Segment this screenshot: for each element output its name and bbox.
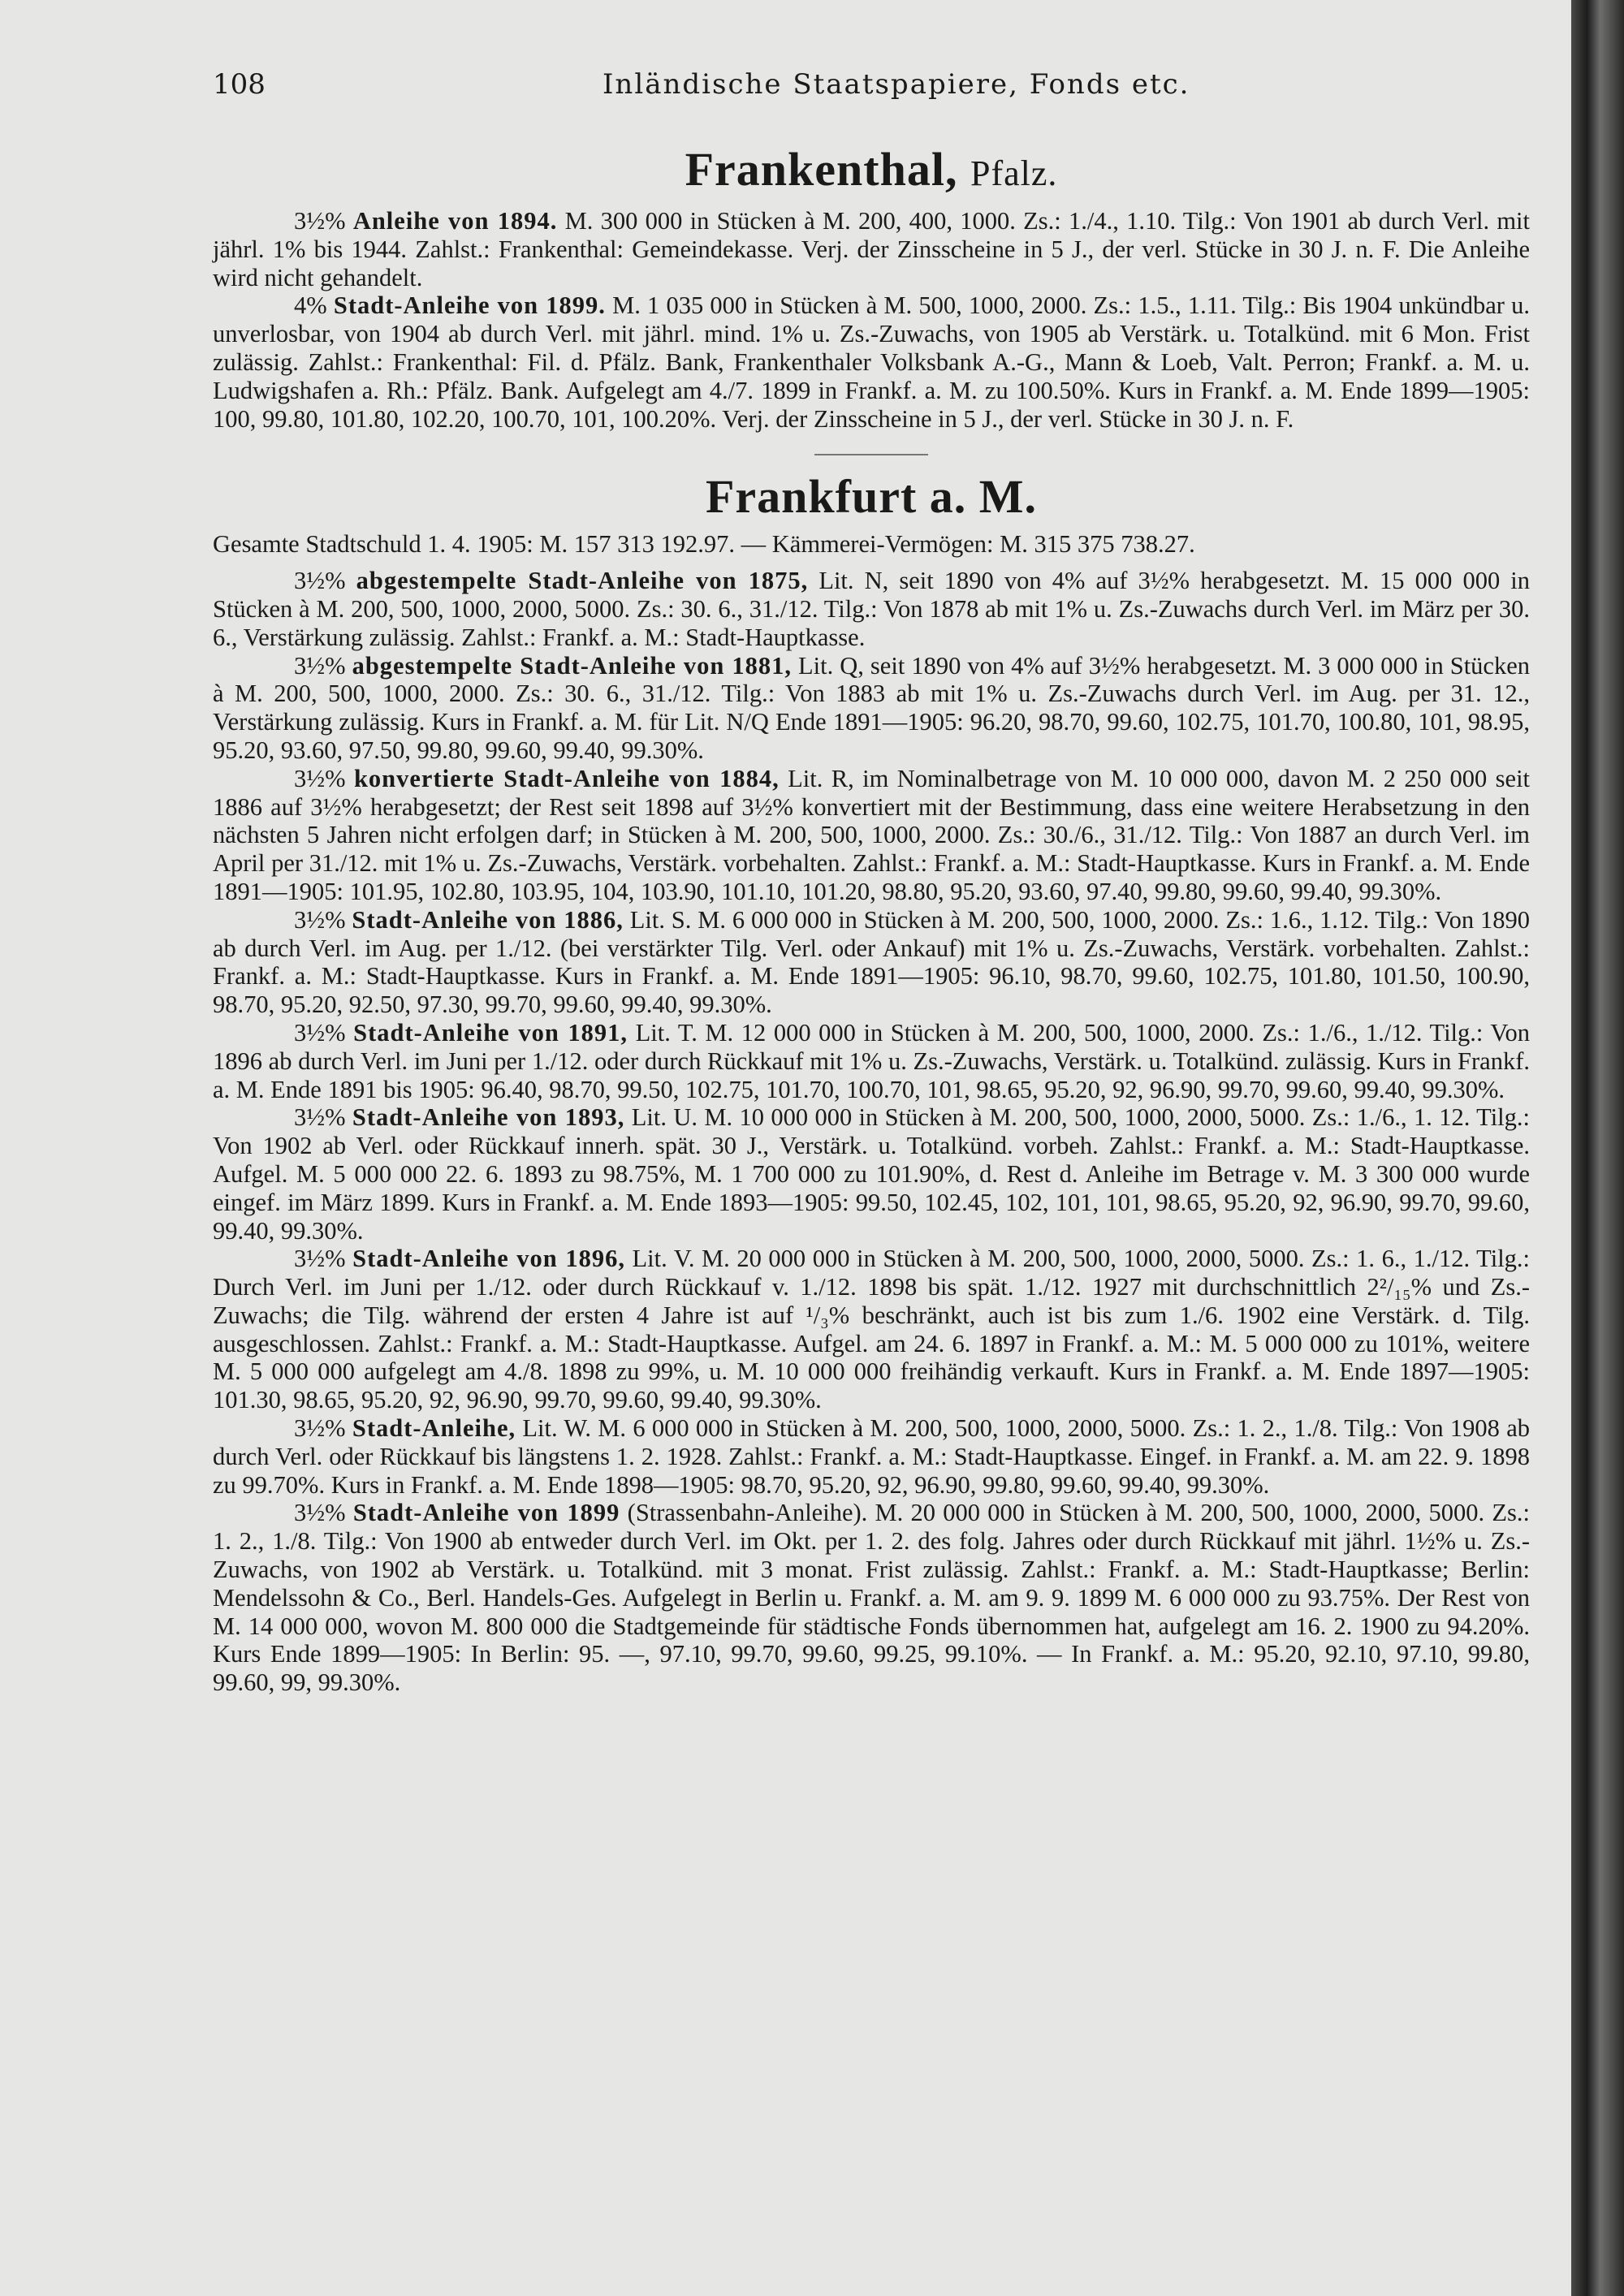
entry-paragraph [213, 567, 1530, 651]
entry-rate: 3½% [294, 1018, 346, 1047]
running-title: Inländische Staatspapiere, Fonds etc. [603, 68, 1190, 101]
entry-paragraph [213, 291, 1530, 433]
entry-name: Stadt-Anleihe von 1896, [352, 1245, 625, 1273]
entries-frankenthal [213, 207, 1530, 433]
entry-paragraph [213, 207, 1530, 291]
entry-rate: 3½% [294, 651, 346, 680]
entry-paragraph [213, 1103, 1530, 1245]
entry-name: Stadt-Anleihe von 1886, [352, 905, 624, 934]
page-content [213, 130, 1530, 1697]
entry-rate: 3½% [294, 1414, 346, 1443]
entry-text: Lit. W. M. 6 000 000 in Stücken à M. 200, 500, 1000, 2000, 5000. Zs.: 1. 2., 1./8. Tilg.: Von 1908 ab durch Verl. oder Rückkauf bis längstens 1. 2. 1928. Zahlst.: Frankf. a. M.: Stadt-Hauptkasse. Eingef. in Frankf. a. M. am 22. 9. 1898 zu 99.70%. Kurs in Frankf. a. M. Ende 1898—1905: 98.70, 95.20, 92, 96.90, 99.80, 99.60, 99.40, 99.30%. [213, 1414, 1531, 1499]
section-title-text: Frankenthal, [685, 143, 958, 196]
entries-frankfurt [213, 567, 1530, 1697]
entry-text: Lit. N, seit 1890 von 4% auf 3½% herabgesetzt. M. 15 000 000 in Stücken à M. 200, 500, 1000, 2000, 5000. Zs.: 30. 6., 31./12. Tilg.: Von 1878 ab mit 1% u. Zs.-Zuwachs durch Verl. im März per 30. 6., Verstärkung zulässig. Zahlst.: Frankf. a. M.: Stadt-Hauptkasse. [213, 567, 1530, 651]
entry-text: M. 300 000 in Stücken à M. 200, 400, 1000. Zs.: 1./4., 1.10. Tilg.: Von 1901 ab durch Verl. mit jährl. 1% bis 1944. Zahlst.: Frankenthal: Gemeindekasse. Verj. der Zinsscheine in 5 J., der verl. Stücke in 30 J. n. F. Die Anleihe wird nicht gehandelt. [213, 207, 1531, 291]
entry-name: Stadt-Anleihe von 1899. [333, 291, 606, 320]
entry-rate: 3½% [294, 764, 346, 792]
entry-name: Anleihe von 1894. [352, 207, 558, 235]
entry-rate: 3½% [294, 905, 346, 934]
entry-text: Lit. R, im Nominalbetrage von M. 10 000 000, davon M. 2 250 000 seit 1886 auf 3½% herabgesetzt; der Rest seit 1898 auf 3½% konvertiert mit der Bestimmung, dass eine weitere Herabsetzung in den nächsten 5 Jahren nicht erfolgen darf; in Stücken à M. 200, 500, 1000, 2000. Zs.: 30./6., 31./12. Tilg.: Von 1887 an durch Verl. im April per 31./12. mit 1% u. Zs.-Zuwachs, Verstärk. vorbehalten. Zahlst.: Frankf. a. M.: Stadt-Hauptkasse. Kurs in Frankf. a. M. Ende 1891—1905: 101.95, 102.80, 103.95, 104, 103.90, 101.10, 101.20, 98.80, 95.20, 93.60, 97.40, 99.80, 99.60, 99.40, 99.30%. [213, 764, 1531, 905]
entry-rate: 3½% [294, 1103, 346, 1132]
entry-rate: 3½% [294, 567, 346, 595]
entry-rate: 3½% [294, 1499, 346, 1527]
entry-text: M. 1 035 000 in Stücken à M. 500, 1000, 2000. Zs.: 1.5., 1.11. Tilg.: Bis 1904 unkündbar u. unverlosbar, von 1904 ab durch Verl. mit jährl. mind. 1% u. Zs.-Zuwachs, von 1905 ab Verstärk. u. Totalkünd. mit 6 Mon. Frist zulässig. Zahlst.: Frankenthal: Fil. d. Pfälz. Bank, Frankenthaler Volksbank A.-G., Mann & Loeb, Valt. Perron; Frankf. a. M. u. Ludwigshafen a. Rh.: Pfälz. Bank. Aufgelegt am 4./7. 1899 in Frankf. a. M. zu 100.50%. Kurs in Frankf. a. M. Ende 1899—1905: 100, 99.80, 101.80, 102.20, 100.70, 101, 100.20%. Verj. der Zinsscheine in 5 J., der verl. Stücke in 30 J. n. F. [213, 291, 1530, 433]
entry-paragraph [213, 1499, 1530, 1697]
entry-rate: 3½% [294, 1245, 346, 1273]
page-header [213, 68, 1528, 117]
entry-paragraph [213, 652, 1530, 765]
entry-name: konvertierte Stadt-Anleihe von 1884, [353, 764, 780, 792]
entry-text: Lit. Q, seit 1890 von 4% auf 3½% herabgesetzt. M. 3 000 000 in Stücken à M. 200, 500, 1000, 2000. Zs.: 30. 6., 31./12. Tilg.: Von 1883 ab mit 1% u. Zs.-Zuwachs durch Verl. im Aug. per 31. 12., Verstärkung zulässig. Kurs in Frankf. a. M. für Lit. N/Q Ende 1891—1905: 96.20, 98.70, 99.60, 102.75, 101.70, 100.80, 101, 98.95, 95.20, 93.60, 97.50, 99.80, 99.60, 99.40, 99.30%. [213, 651, 1530, 764]
entry-name: abgestempelte Stadt-Anleihe von 1881, [352, 651, 792, 680]
section-title-text: Frankfurt a. M. [705, 470, 1038, 524]
entry-paragraph [213, 1019, 1530, 1103]
entry-rate: 3½% [294, 207, 346, 235]
entry-paragraph [213, 1245, 1530, 1414]
entry-text: Lit. T. M. 12 000 000 in Stücken à M. 200, 500, 1000, 2000. Zs.: 1./6., 1./12. Tilg.: Von 1896 ab durch Verl. im Juni per 1./12. oder durch Rückkauf mit 1% u. Zs.-Zuwachs, Verstärk. u. Totalkünd. zulässig. Kurs in Frankf. a. M. Ende 1891 bis 1905: 96.40, 98.70, 99.50, 102.75, 101.70, 100.70, 101, 98.65, 95.20, 92, 96.90, 99.70, 99.60, 99.40, 99.30%. [213, 1018, 1531, 1103]
section-subtitle: Pfalz. [970, 153, 1058, 193]
total-debt-line: Gesamte Stadtschuld 1. 4. 1905: M. 157 313 192.97. — Kämmerei-Vermögen: M. 315 375 738.27. [213, 530, 1195, 559]
entry-paragraph [213, 1414, 1530, 1499]
entry-rate: 4% [294, 291, 327, 320]
section-title-frankfurt [213, 472, 1530, 522]
section-divider [814, 454, 928, 455]
page-number: 108 [213, 68, 266, 101]
entry-paragraph [213, 765, 1530, 906]
entry-name: Stadt-Anleihe von 1893, [352, 1103, 625, 1132]
entry-name: abgestempelte Stadt-Anleihe von 1875, [356, 567, 809, 595]
entry-name: Stadt-Anleihe von 1899 [352, 1499, 620, 1527]
entry-text: Lit. S. M. 6 000 000 in Stücken à M. 200, 500, 1000, 2000. Zs.: 1.6., 1.12. Tilg.: Von 1890 ab durch Verl. im Aug. per 1./12. (bei verstärkter Tilg. Verl. oder Ankauf) mit 1% u. Zs.-Zuwachs, Verstärk. vorbehalten. Zahlst.: Frankf. a. M.: Stadt-Hauptkasse. Kurs in Frankf. a. M. Ende 1891—1905: 96.10, 98.70, 99.60, 102.75, 101.80, 101.50, 100.90, 98.70, 95.20, 92.50, 97.30, 99.70, 99.60, 99.40, 99.30%. [213, 905, 1531, 1019]
entry-text: Lit. U. M. 10 000 000 in Stücken à M. 200, 500, 1000, 2000, 5000. Zs.: 1./6., 1. 12. Tilg.: Von 1902 ab Verl. oder Rückkauf innerh. spät. 30 J., Verstärk. u. Totalkünd. vorbeh. Zahlst.: Frankf. a. M.: Stadt-Hauptkasse. Aufgel. M. 5 000 000 22. 6. 1893 zu 98.75%, M. 1 700 000 zu 101.90%, d. Rest d. Anleihe im Betrage v. M. 3 300 000 wurde eingef. im März 1899. Kurs in Frankf. a. M. Ende 1893—1905: 99.50, 102.45, 102, 101, 101, 98.65, 95.20, 92, 96.90, 99.70, 99.60, 99.40, 99.30%. [213, 1103, 1531, 1245]
entry-text: (Strassenbahn-Anleihe). M. 20 000 000 in Stücken à M. 200, 500, 1000, 2000, 5000. Zs.: 1. 2., 1./8. Tilg.: Von 1900 ab entweder durch Verl. im Okt. per 1. 2. des folg. Jahres oder durch Rückkauf mit jährl. 1½% u. Zs.-Zuwachs, von 1902 ab Verstärk. u. Totalkünd. mit 3 monat. Frist zulässig. Zahlst.: Frankf. a. M.: Stadt-Hauptkasse; Berlin: Mendelssohn & Co., Berl. Handels-Ges. Aufgelegt in Berlin u. Frankf. a. M. am 9. 9. 1899 M. 6 000 000 zu 93.75%. Der Rest von M. 14 000 000, wovon M. 800 000 die Stadtgemeinde für städtische Fonds übernommen hat, aufgelegt am 16. 2. 1900 zu 94.20%. Kurs Ende 1899—1905: In Berlin: 95. —, 97.10, 99.70, 99.60, 99.25, 99.10%. — In Frankf. a. M.: 95.20, 92.10, 97.10, 99.80, 99.60, 99, 99.30%. [213, 1499, 1531, 1697]
entry-paragraph [213, 906, 1530, 1019]
book-binding [1571, 0, 1624, 2296]
entry-name: Stadt-Anleihe von 1891, [353, 1018, 628, 1047]
entry-name: Stadt-Anleihe, [352, 1414, 516, 1443]
section-title-frankenthal [213, 145, 1530, 199]
entry-text: Lit. V. M. 20 000 000 in Stücken à M. 200, 500, 1000, 2000, 5000. Zs.: 1. 6., 1./12. Tilg.: Durch Verl. im Juni per 1./12. oder durch Rückkauf v. 1./12. 1898 bis spät. 1./12. 1927 mit durchschnittlich 2²/₁₅% und Zs.-Zuwachs; die Tilg. während der ersten 4 Jahre ist auf ¹/₃% beschränkt, auch ist bis zum 1./6. 1902 eine Verstärk. d. Tilg. ausgeschlossen. Zahlst.: Frankf. a. M.: Stadt-Hauptkasse. Aufgel. am 24. 6. 1897 in Frankf. a. M.: M. 5 000 000 zu 101%, weitere M. 5 000 000 aufgelegt am 4./8. 1898 zu 99%, u. M. 10 000 000 freihändig verkauft. Kurs in Frankf. a. M. Ende 1897—1905: 101.30, 98.65, 95.20, 92, 96.90, 99.70, 99.60, 99.40, 99.30%. [213, 1245, 1531, 1414]
